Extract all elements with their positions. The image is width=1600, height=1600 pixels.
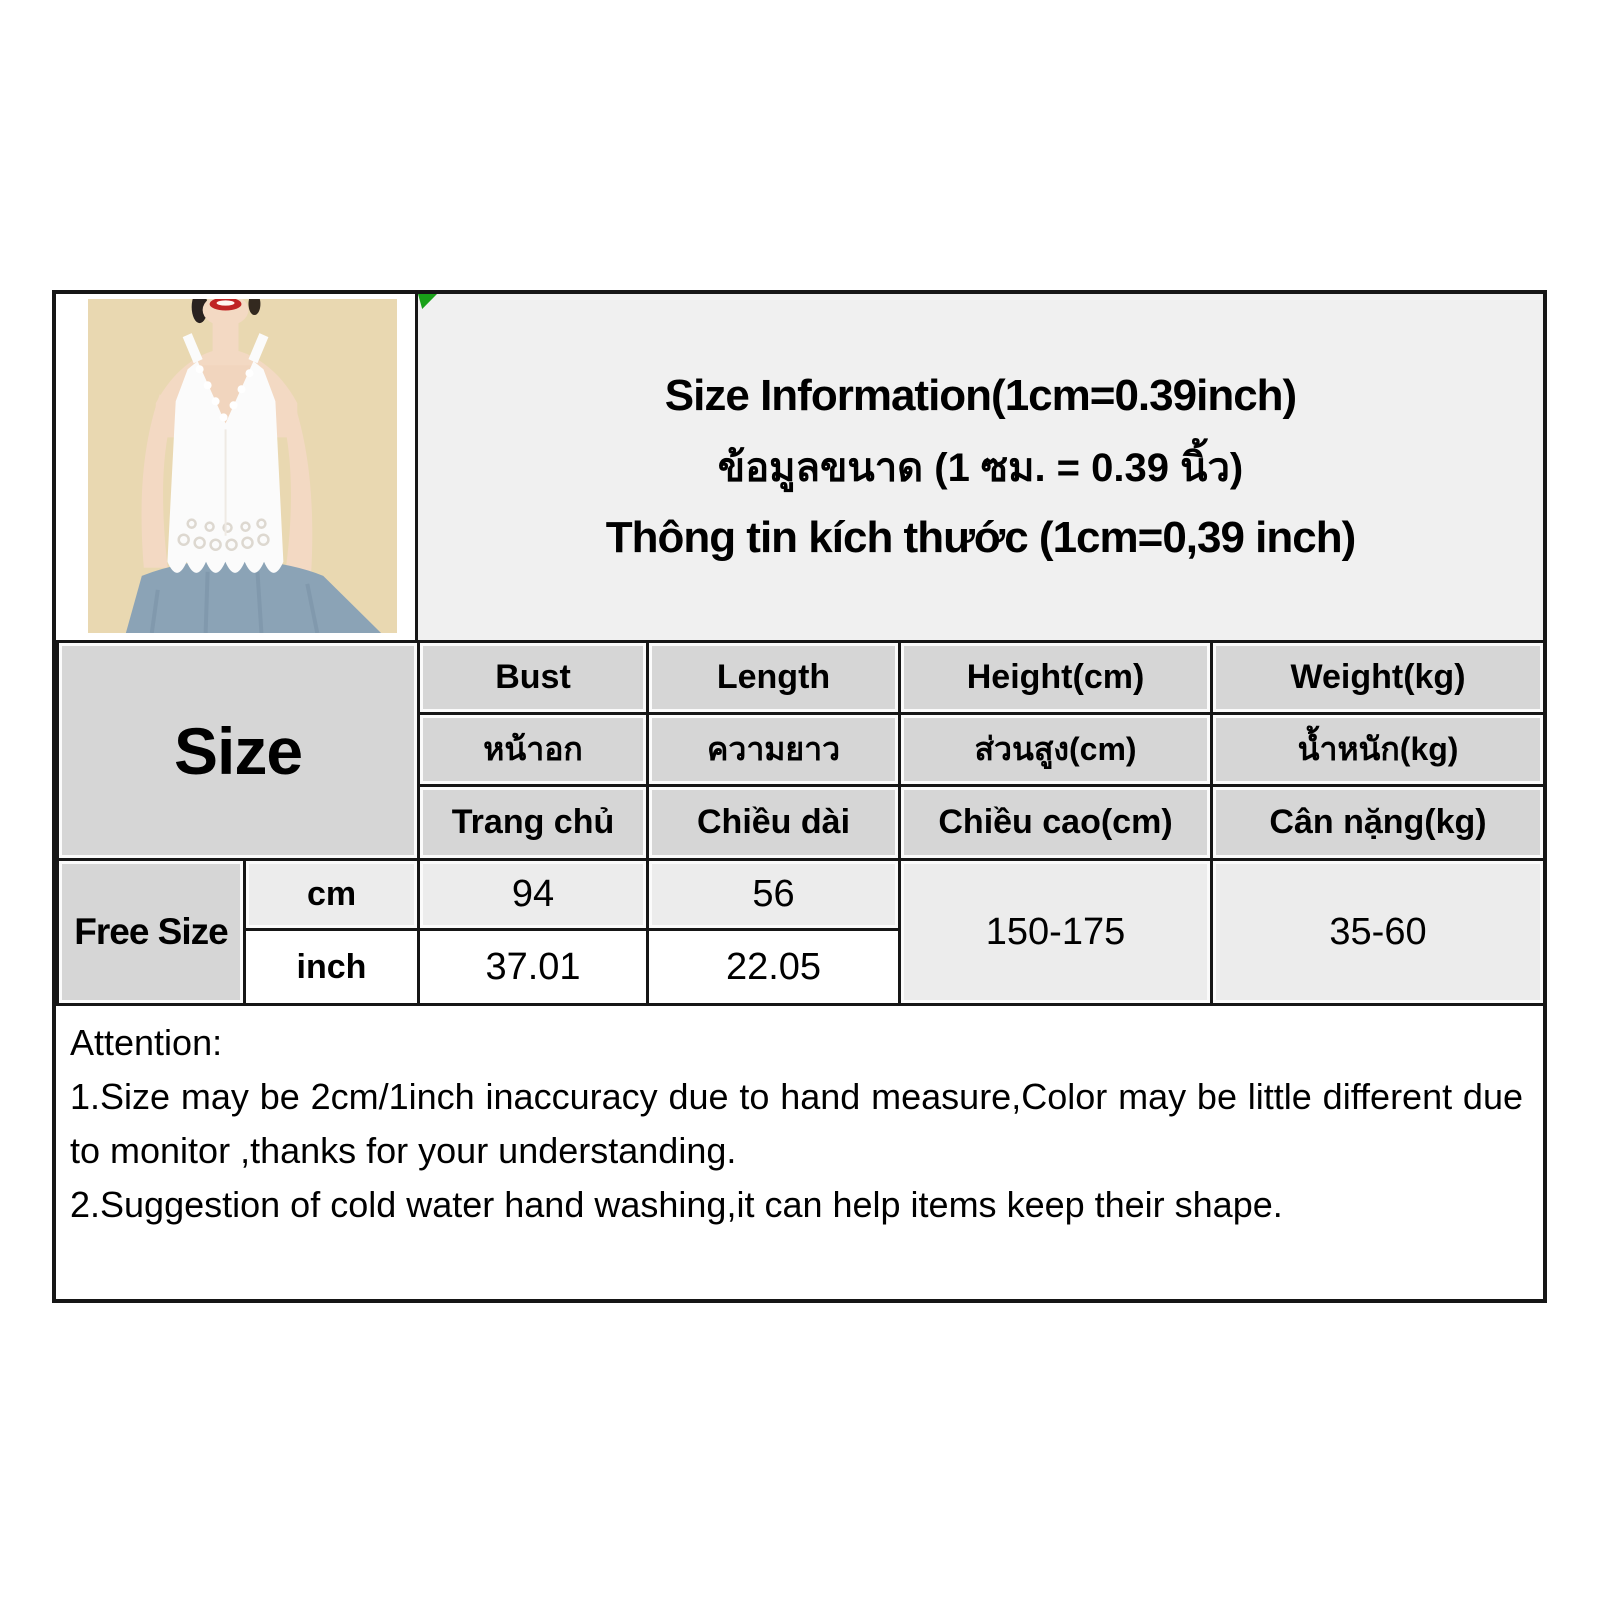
length-inch-value: 22.05 (648, 930, 900, 1005)
col-header-length-th: ความยาว (648, 714, 900, 786)
col-header-weight-th: น้ำหนัก(kg) (1212, 714, 1545, 786)
attention-section (56, 1006, 1543, 1299)
free-size-label: Free Size (58, 860, 245, 1005)
col-header-height-vi: Chiều cao(cm) (900, 786, 1212, 860)
product-photo (88, 299, 397, 633)
col-header-weight-vi: Cân nặng(kg) (1212, 786, 1545, 860)
product-photo-cell (56, 294, 418, 640)
header-row-english (58, 642, 1545, 714)
title-vietnamese: Thông tin kích thước (1cm=0,39 inch) (605, 513, 1356, 562)
size-table (56, 640, 1546, 1006)
bust-inch-value: 37.01 (419, 930, 648, 1005)
col-header-length-en: Length (648, 642, 900, 714)
title-english: Size Information(1cm=0.39inch) (664, 371, 1297, 420)
attention-note-2: 2.Suggestion of cold water hand washing,it can help items keep their shape. (70, 1184, 1283, 1225)
size-information-panel (418, 294, 1543, 640)
col-header-bust-th: หน้าอก (419, 714, 648, 786)
bust-cm-value: 94 (419, 860, 648, 930)
col-header-bust-en: Bust (419, 642, 648, 714)
col-header-height-th: ส่วนสูง(cm) (900, 714, 1212, 786)
col-header-bust-vi: Trang chủ (419, 786, 648, 860)
col-header-length-vi: Chiều dài (648, 786, 900, 860)
unit-cm-label: cm (245, 860, 419, 930)
title-thai: ข้อมูลขนาด (1 ซม. = 0.39 นิ้ว) (717, 446, 1244, 490)
col-header-height-en: Height(cm) (900, 642, 1212, 714)
top-section (56, 294, 1543, 640)
green-corner-flag-icon (418, 294, 437, 309)
length-cm-value: 56 (648, 860, 900, 930)
height-range-value: 150-175 (900, 860, 1212, 1005)
attention-heading: Attention: (70, 1022, 223, 1063)
unit-inch-label: inch (245, 930, 419, 1005)
attention-note-1: 1.Size may be 2cm/1inch inaccuracy due to hand measure,Color may be little different due to monitor ,thanks for your understanding. (70, 1076, 1523, 1171)
weight-range-value: 35-60 (1212, 860, 1545, 1005)
corner-size-label: Size (58, 642, 419, 860)
size-chart-frame (52, 290, 1547, 1303)
col-header-weight-en: Weight(kg) (1212, 642, 1545, 714)
data-row-cm (58, 860, 1545, 930)
